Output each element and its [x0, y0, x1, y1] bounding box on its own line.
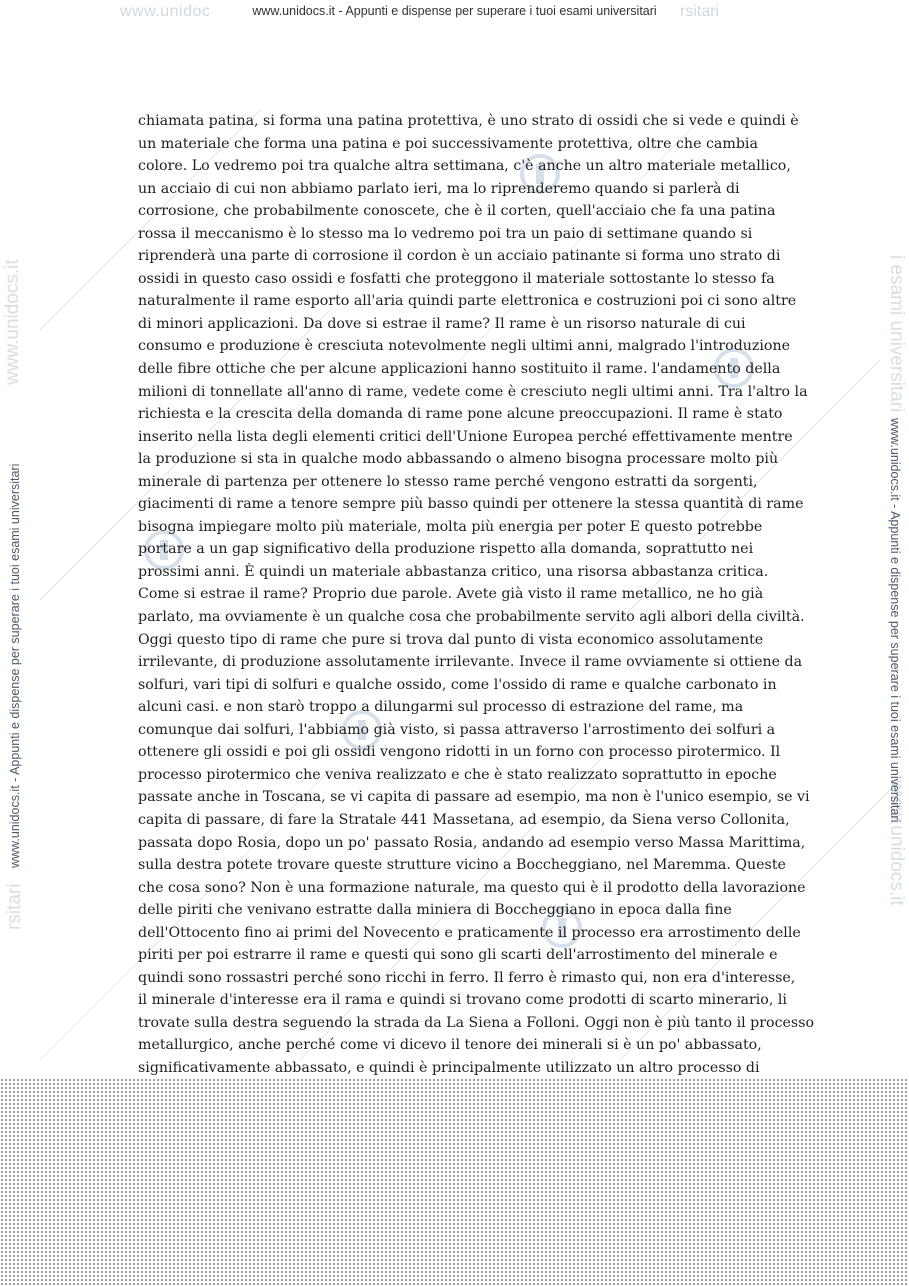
body-text-line: di minori applicazioni. Da dove si estrae il rame? Il rame è un risorso naturale di cui [138, 315, 746, 332]
body-text-line: consumo e produzione è cresciuta notevolmente negli ultimi anni, malgrado l'introduzione [138, 338, 790, 355]
body-text-line: Oggi questo tipo di rame che pure si trova dal punto di vista economico assolutamente [138, 631, 764, 648]
body-text-line: processo pirotermico che veniva realizzato e che è stato realizzato soprattutto in epoche [138, 766, 777, 783]
body-text-line: naturalmente il rame esporto all'aria quindi parte elettronica e costruzioni poi ci sono altre [138, 293, 797, 310]
body-text-line: il minerale d'interesse era il rama e quindi si trovano come prodotti di scarto minerario, li [138, 992, 787, 1009]
header-ghost-watermark: www.unidoc [120, 3, 211, 20]
body-text-line: la produzione si sta in qualche modo abbassando o almeno bisogna processare molto più [138, 451, 779, 468]
side-watermark-right: www.unidocs.it - Appunti e dispense per superare i tuoi esami universitari [888, 418, 902, 823]
body-text-line: Come si estrae il rame? Proprio due parole. Avete già visto il rame metallico, ne ho già [138, 586, 764, 603]
side-watermark-left: www.unidocs.it - Appunti e dispense per superare i tuoi esami universitari [8, 463, 22, 868]
side-ghost-watermark-right-2: www.unidocs.it [886, 780, 907, 906]
side-ghost-watermark-left: www.unidocs.it [2, 259, 23, 385]
body-text-line: che cosa sono? Non è una formazione naturale, ma questo qui è il prodotto della lavorazione [138, 879, 806, 896]
body-text-line: un acciaio di cui non abbiamo parlato ieri, ma lo riprenderemo quando si parlerà di [138, 180, 740, 197]
body-text-line: portare a un gap significativo della produzione rispetto alla domanda, soprattutto nei [138, 541, 754, 558]
body-text-line: ossidi in questo caso ossidi e fosfatti che proteggono il materiale sottostante lo stesso fa [138, 270, 775, 287]
header-watermark: www.unidocs.it - Appunti e dispense per superare i tuoi esami universitari [252, 4, 657, 18]
body-text-line: prossimi anni. È quindi un materiale abbastanza critico, una risorsa abbastanza critica. [138, 563, 769, 580]
body-text-line: richiesta e la crescita della domanda di rame pone alcune preoccupazioni. Il rame è stato [138, 406, 783, 423]
body-text-line: irrilevante, di produzione assolutamente irrilevante. Invece il rame ovviamente si ottiene da [138, 654, 803, 671]
body-text-line: giacimenti di rame a tenore sempre più basso quindi per ottenere la stessa quantità di rame [138, 496, 804, 513]
body-text-line: significativamente abbassato, e quindi è principalmente utilizzato un altro processo di [138, 1059, 760, 1076]
body-text-line: sulla destra potete trovare queste strutture vicino a Boccheggiano, nel Maremma. Queste [138, 857, 786, 874]
body-text-line: piriti per poi estrarre il rame e questi qui sono gli scarti dell'arrostimento del minerale e [138, 947, 778, 964]
side-ghost-watermark-left-2: rsitari [4, 883, 25, 930]
header-ghost-watermark-right: rsitari [680, 3, 720, 20]
body-text-line: bisogna impiegare molto più materiale, molta più energia per poter E questo potrebbe [138, 518, 763, 535]
body-text-line: solfuri, vari tipi di solfuri e qualche ossido, come l'ossido di rame e qualche carbonato in [138, 676, 777, 693]
body-text-line: metallurgico, anche perché come vi dicevo il tenore dei minerali si è un po' abbassato, [138, 1037, 762, 1054]
body-text-line: minerale di partenza per ottenere lo stesso rame perché vengono estratti da sorgenti, [138, 473, 758, 490]
body-text-line: delle fibre ottiche che per alcune applicazioni hanno sostituito il rame. l'andamento della [138, 361, 781, 378]
body-text-line: inserito nella lista degli elementi critici dell'Unione Europea perché effettivamente mentre [138, 428, 793, 445]
body-text-line: quindi sono rossastri perché sono ricchi in ferro. Il ferro è rimasto qui, non era d'interesse, [138, 969, 796, 986]
body-text-line: dell'Ottocento fino ai primi del Novecento e praticamente il processo era arrostimento delle [138, 924, 801, 941]
body-text-line: un materiale che forma una patina e poi successivamente protettiva, oltre che cambia [138, 135, 758, 152]
body-text-line: passate anche in Toscana, se vi capita di passare ad esempio, ma non è l'unico esempio, se vi [138, 789, 810, 806]
body-text-line: delle piriti che venivano estratte dalla miniera di Boccheggiano in epoca dalla fine [138, 902, 732, 919]
body-text-line: comunque dai solfuri, l'abbiamo già visto, si passa attraverso l'arrostimento dei solfuri a [138, 721, 776, 738]
body-text-line: chiamata patina, si forma una patina protettiva, è uno strato di ossidi che si vede e quindi è [138, 113, 799, 129]
body-text-line: riprenderà una parte di corrosione il cordon è un acciaio patinante si forma uno strato di [138, 248, 781, 265]
body-text-line: passata dopo Rosia, dopo un po' passato Rosia, andando ad esempio verso Massa Marittima, [138, 834, 806, 851]
body-text-line: capita di passare, di fare la Stratale 441 Massetana, ad esempio, da Siena verso Collonita, [138, 811, 790, 828]
body-text-line: parlato, ma ovviamente è un qualche cosa che probabilmente servito agli albori della civiltà. [138, 609, 805, 626]
body-text-line: milioni di tonnellate all'anno di rame, vedete come è cresciuto negli ultimi anni. Tra l'altro la [138, 383, 808, 400]
body-text-line: rossa il meccanismo è lo stesso ma lo vedremo poi tra un paio di settimane quando si [138, 225, 753, 242]
body-text-line: colore. Lo vedremo poi tra qualche altra settimana, c'è anche un altro materiale metallico, [138, 158, 791, 175]
document-body [138, 110, 815, 1080]
body-text-line: trovate sulla destra seguendo la strada da La Siena a Folloni. Oggi non è più tanto il processo [138, 1014, 815, 1031]
dotted-overlay [0, 1078, 909, 1286]
body-text-line: ottenere gli ossidi e poi gli ossidi vengono ridotti in un forno con processo pirotermico. Il [138, 744, 781, 761]
body-text-line: corrosione, che probabilmente conoscete, che è il corten, quell'acciaio che fa una patina [138, 203, 776, 220]
side-ghost-watermark-right: i esami universitari [886, 255, 907, 413]
body-text-line: alcuni casi. e non starò troppo a dilungarmi sul processo di estrazione del rame, ma [138, 699, 744, 716]
